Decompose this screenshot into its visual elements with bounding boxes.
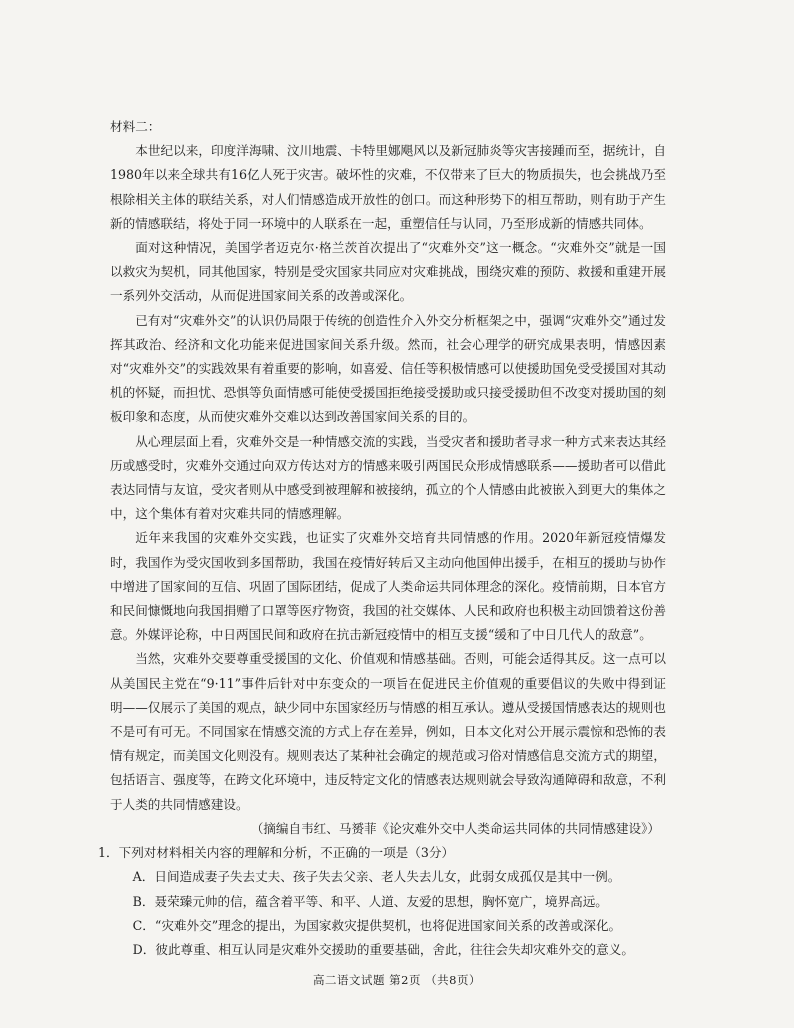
material-heading: 材料二：: [110, 119, 161, 134]
material-paragraph-1: 本世纪以来，印度洋海啸、汶川地震、卡特里娜飓风以及新冠肺炎等灾害接踵而至，据统计，自1980年以来全球共有16亿人死于灾害。破坏性的灾难，不仅带来了巨大的物质损失，也会挑战乃至根除相关主体的联结关系，对人们情感造成开放性的创口。而这种形势下的相互帮助，则有助于产生新的情感联结，将处于同一环境中的人联系在一起，重塑信任与认同，乃至形成新的情感共同体。: [110, 143, 666, 231]
page-footer: 高二语文试题 第2页 （共8页）: [313, 973, 481, 987]
material-paragraph-4: 从心理层面上看，灾难外交是一种情感交流的实践，当受灾者和援助者寻求一种方式来表达其经历或感受时，灾难外交通过向双方传达对方的情感来吸引两国民众形成情感联系——援助者可以借此表达同情与友谊，受灾者则从中感受到被理解和被接纳，孤立的个人情感由此被嵌入到更大的集体之中，这个集体有着对灾难共同的情感理解。: [110, 433, 666, 522]
option-d: D．彼此尊重、相互认同是灾难外交援助的重要基础，舍此，往往会失却灾难外交的意义。: [132, 941, 634, 957]
option-a: A．日间造成妻子失去丈夫、孩子失去父亲、老人失去儿女，此弱女成孤仅是其中一例。: [132, 869, 621, 885]
question-stem: 1．下列对材料相关内容的理解和分析，不正确的一项是（3分）: [98, 845, 455, 861]
material-paragraph-2: 面对这种情况，美国学者迈克尔·格兰茨首次提出了“灾难外交”这一概念。“灾难外交”就是一国以救灾为契机，同其他国家，特别是受灾国家共同应对灾难挑战，围绕灾难的预防、救援和重建开展一系列外交活动，从而促进国家间关系的改善或深化。: [110, 240, 666, 304]
material-paragraph-6: 当然，灾难外交要尊重受援国的文化、价值观和情感基础。否则，可能会适得其反。这一点可以从美国民主党在“9·11”事件后针对中东变众的一项旨在促进民主价值观的重要倡议的失败中得到证明——仅展示了美国的观点，缺少同中东国家经历与情感的相互承认。遵从受援国情感表达的规则也不是可有可无。不同国家在情感交流的方式上存在差异，例如，日本文化对公开展示震惊和恐怖的表情有规定，而美国文化则没有。规则表达了某种社会确定的规范或习俗对情感信息交流方式的期望，包括语言、强度等，在跨文化环境中，违反特定文化的情感表达规则就会导致沟通障碍和敌意，不利于人类的共同情感建设。: [110, 651, 666, 812]
material-source: （摘编自韦红、马赟菲《论灾难外交中人类命运共同体的共同情感建设》）: [250, 820, 660, 836]
page-content: [98, 115, 666, 962]
material-paragraph-5: 近年来我国的灾难外交实践，也证实了灾难外交培育共同情感的作用。2020年新冠疫情爆发时，我国作为受灾国收到多国帮助，我国在疫情好转后又主动向他国伸出援手，在相互的援助与协作中增进了国家间的互信、巩固了国际团结，促成了人类命运共同体理念的深化。疫情前期，日本官方和民间慷慨地向我国捐赠了口罩等医疗物资，我国的社交媒体、人民和政府也积极主动回馈着这份善意。外媒评论称，中日两国民间和政府在抗击新冠疫情中的相互支援“缓和了中日几代人的敌意”。: [110, 530, 666, 643]
option-c: C．“灾难外交”理念的提出，为国家救灾提供契机，也将促进国家间关系的改善或深化。: [132, 917, 622, 933]
option-b: B．聂荣臻元帅的信，蕴含着平等、和平、人道、友爱的思想，胸怀宽广，境界高远。: [132, 893, 608, 909]
material-paragraph-3: 已有对“灾难外交”的认识仍局限于传统的创造性介入外交分析框架之中，强调“灾难外交”通过发挥其政治、经济和文化功能来促进国家间关系升级。然而，社会心理学的研究成果表明，情感因素对“灾难外交”的实践效果有着重要的影响，如喜爱、信任等积极情感可以使援助国免受受援国对其动机的怀疑，而担忧、恐惧等负面情感可能使受援国拒绝接受援助或只接受援助但不改变对援助国的刻板印象和态度，从而使灾难外交难以达到改善国家间关系的目的。: [110, 312, 666, 425]
